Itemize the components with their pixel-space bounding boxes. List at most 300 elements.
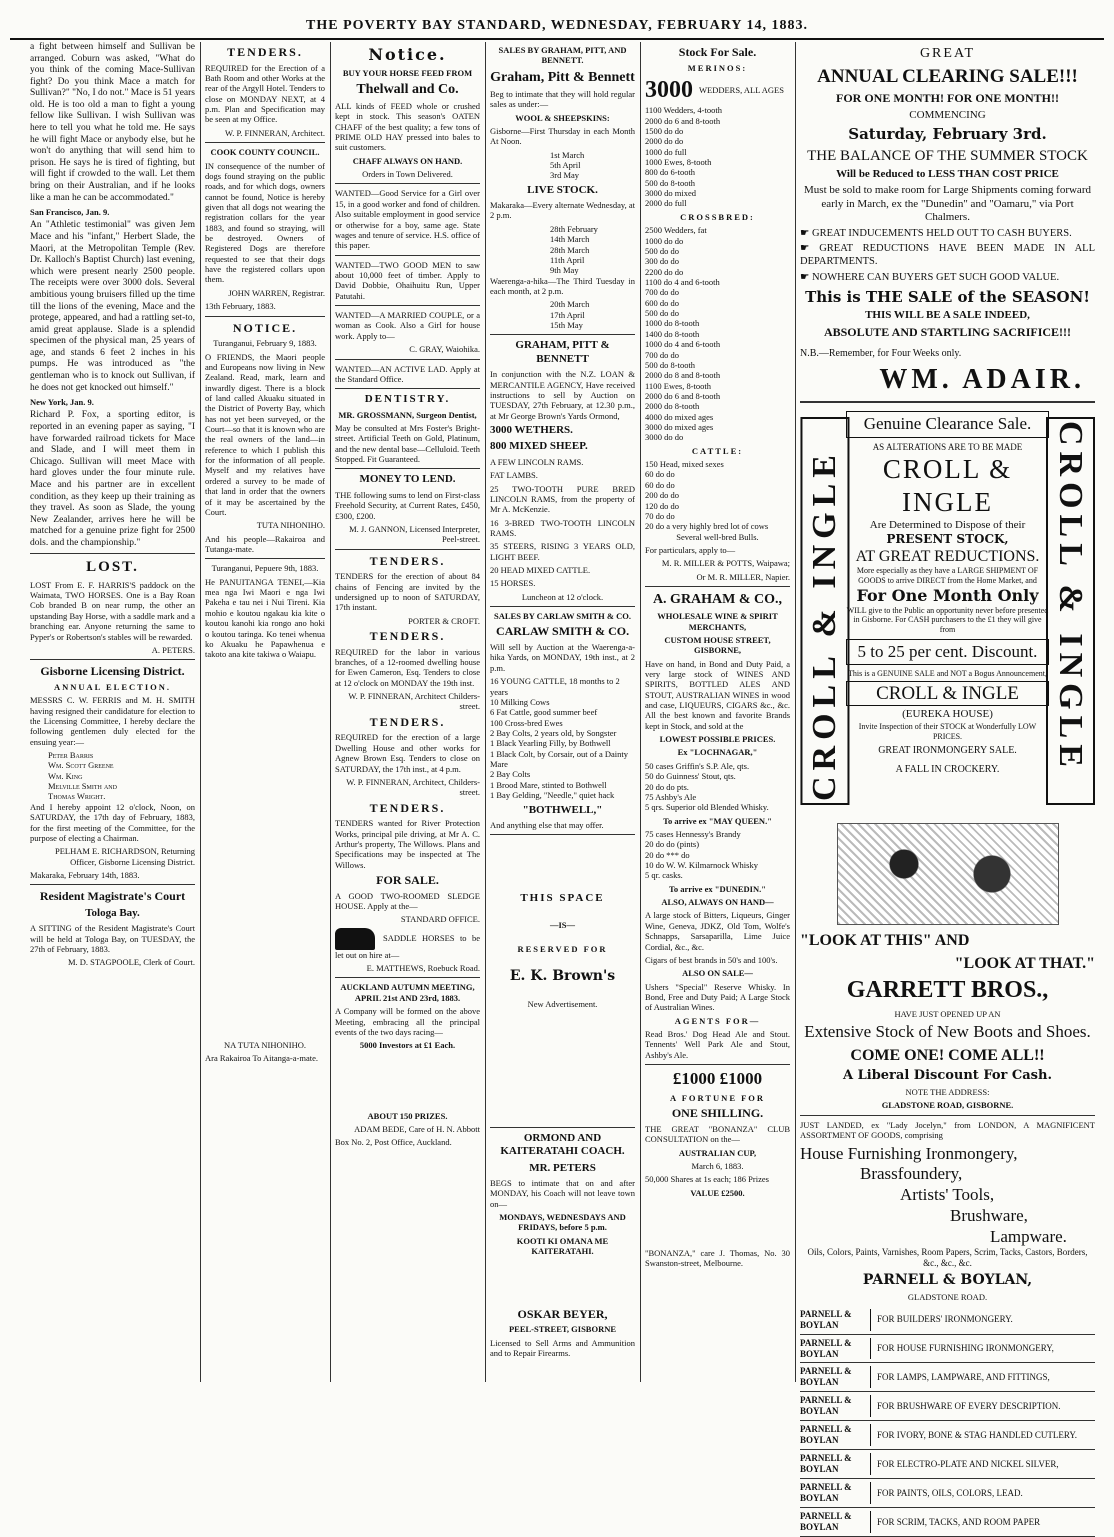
notice-sub: BUY YOUR HORSE FEED FROM [342, 67, 473, 78]
council-signature: JOHN WARREN, Registrar. [228, 287, 325, 298]
ex-heading: Ex "LOCHNAGAR," [677, 747, 758, 758]
croll-ingle-name: CROLL & INGLE [882, 454, 1013, 517]
stock-row: 120 do do [645, 500, 679, 511]
separator [30, 659, 195, 660]
croll-ingle-name-2: CROLL & INGLE [846, 681, 1049, 706]
ex-item: 10 do W. W. Kilmarnock Whisky [645, 860, 758, 871]
space-line-1: THIS SPACE [520, 892, 605, 905]
pb-label: PARNELL & BOYLAN [800, 1424, 871, 1446]
determined-line: Are Determined to Dispose of their [869, 518, 1026, 531]
column-divider [200, 42, 201, 1382]
stock-heading: Stock For Sale. [678, 45, 757, 59]
dentist-text: May be consulted at Mrs Foster's Bright-street. Artificial Teeth on Gold, Platinum, and the new dental base—Celluloid. Teeth Stopped. Fit Guaranteed. [335, 422, 480, 465]
date-item: 28th February [550, 223, 598, 234]
gpb2-name: GRAHAM, PITT & BENNETT [515, 339, 610, 365]
pb-row [800, 1306, 1095, 1335]
stock-row: 1500 do do [645, 125, 684, 136]
masthead-rule [10, 38, 1104, 40]
will-be: THIS WILL BE A SALE INDEED, [865, 308, 1030, 321]
separator [490, 1127, 635, 1128]
fortune-line: A FORTUNE FOR [669, 1092, 766, 1103]
oskar-address: PEEL-STREET, GISBORNE [508, 1324, 617, 1335]
stock-row: 4000 do mixed ages [645, 411, 714, 422]
column-divider [485, 42, 486, 1382]
ex-item: 20 do do pts. [645, 781, 689, 792]
licensing-subheading: ANNUAL ELECTION. [53, 681, 172, 692]
lot-item: 15 HORSES. [490, 578, 536, 589]
commencing: COMMENCING [909, 108, 986, 121]
pb-label: PARNELL & BOYLAN [800, 1366, 871, 1388]
date-item: 11th April [550, 254, 585, 265]
pb-item: FOR HOUSE FURNISHING IRONMONGERY, [877, 1343, 1054, 1354]
gladstone-road: GLADSTONE ROAD. [907, 1292, 988, 1303]
date-item: 28th March [550, 244, 590, 255]
agc-heading: A. GRAHAM & CO., [652, 592, 783, 608]
notice-signature-2: And his people—Rakairoa and Tutanga-mate. [205, 533, 325, 554]
lot-item: 20 HEAD MIXED CATTLE. [490, 565, 591, 576]
stock-row: 2500 Wedders, fat [645, 225, 707, 236]
for-one-month: For One Month Only [856, 585, 1039, 605]
miller-line-2: Or M. R. MILLER, Napier. [696, 571, 790, 582]
space-line-3: RESERVED FOR [517, 944, 608, 955]
pb-label: PARNELL & BOYLAN [800, 1482, 871, 1504]
ex-item: 5 qrs. Superior old Blended Whisky. [645, 802, 769, 813]
horse-icon [335, 928, 375, 950]
stock-row: 700 do do [645, 349, 679, 360]
dentistry-heading: DENTISTRY. [364, 393, 451, 406]
date-item: 17th April [550, 309, 585, 320]
reduced-line: Will be Reduced to LESS THAN COST PRICE [836, 167, 1059, 180]
column-3 [335, 42, 480, 1382]
croll-ingle-body [846, 407, 1049, 775]
artists-tools: Artists' Tools, [900, 1185, 995, 1205]
saddle-signature: E. MATTHEWS, Roebuck Road. [366, 963, 480, 974]
pb-label: PARNELL & BOYLAN [800, 1453, 871, 1475]
masthead: THE POVERTY BAY STANDARD, WEDNESDAY, FEBRUARY 14, 1883. [306, 18, 808, 33]
live-text: Makaraka—Every alternate Wednesday, at 2 p.m. [490, 200, 635, 221]
coach-heading: ORMOND AND KAITERATAHI COACH. [500, 1131, 625, 1158]
crossbred-rows [645, 225, 790, 443]
kooti-line: KOOTI KI OMANA ME KAITERATAHI. [516, 1235, 609, 1257]
licensing-name: Thomas Wright. [48, 791, 106, 802]
luncheon: Luncheon at 12 o'clock. [521, 591, 604, 602]
licensing-text: MESSRS C. W. FERRIS and M. H. SMITH having resigned their candidature for election to the Licensing Committee, I hereby declare the following gentlemen duly elected for the ensuing year:— [30, 695, 195, 747]
wanted-signature: C. GRAY, Waiohika. [409, 344, 480, 355]
forsale-signature: STANDARD OFFICE. [400, 914, 480, 925]
box-line: Box No. 2, Post Office, Auckland. [335, 1137, 452, 1148]
notice-heading: Notice. [368, 45, 447, 64]
money-signature: M. J. GANNON, Licensed Interpreter, Peel-street. [349, 523, 480, 545]
licensing-date: Makaraka, February 14th, 1883. [30, 869, 140, 880]
pb-list [800, 1306, 1095, 1537]
licensing-name: Wm. Scott Greene [48, 760, 114, 771]
council-text: IN consequence of the number of dogs found straying on the public roads, and for which dogs, owners cannot be found, Notice is hereby given that all dogs not wearing the registration collars for the year 1883, and found so straying, will be destroyed. Owners of Registered Dogs are therefore requested to see that their dogs have the registered collars upon them. [205, 160, 325, 285]
ex-item: 20 do do (pints) [645, 839, 700, 850]
licensing-name: Peter Barris [48, 750, 94, 761]
tenders-heading: TENDERS. [369, 800, 446, 815]
wool-text: Gisborne—First Thursday in each Month At Noon. [490, 125, 635, 147]
croll-ingle-ad [800, 407, 1095, 817]
carlaw-items [490, 676, 635, 800]
apply-line: For particulars, apply to— [645, 544, 736, 555]
ex-heading: To arrive ex "DUNEDIN." [669, 883, 766, 894]
absolute: ABSOLUTE AND STARTLING SACRIFICE!!! [823, 325, 1072, 340]
shares-line: 50,000 Shares at 1s each; 186 Prizes [645, 1174, 769, 1185]
stock-row: 3000 do do [645, 432, 684, 443]
ex-items [645, 761, 790, 813]
date-item: 1st March [550, 149, 585, 160]
crossbred-heading: CROSSBRED: [680, 211, 755, 222]
thelwall-name: Thelwall and Co. [356, 81, 459, 97]
stock-row: 700 do do [645, 287, 679, 298]
this-is-sale: This is THE SALE of the SEASON! [805, 287, 1090, 306]
coach-text: BEGS to intimate that on and after MONDAY, his Coach will not leave town on— [490, 1178, 635, 1209]
space-line-2: —IS— [549, 919, 576, 930]
article-paragraph: a fight between himself and Sullivan be arranged. Coburn was asked, "What do you think of the coming Mace-Sullivan fight? Do you think Mace a match for Sullivan?" "No, I do not." Mace is 51 years old. He is too old a man to fight a young fellow like Sullivan. I wish Sullivan was here to tell you what he told me. He says he will fight Mace or anybody else, but he won't do anything that will send him to prison. He says he is tired of fighting, but will fight if crowded to the wall. Let them bring on their Australian, and if he looks like a man he can be accommodated." [30, 42, 195, 203]
waerenga-text: Waerenga-a-hika—The Third Tuesday in each month, at 2 p.m. [490, 275, 635, 296]
carlaw-item: 2 Bay Colts [490, 769, 531, 780]
oskar-name: OSKAR BEYER, [517, 1306, 608, 1321]
stock-row: 2000 do full [645, 198, 687, 209]
tenders-signature: W. P. FINNERAN, Architect Childers-street. [348, 691, 480, 712]
stock-row: 500 do 8-tooth [645, 177, 696, 188]
lottery-amount: £1000 £1000 [672, 1069, 763, 1089]
saddle-ad [335, 928, 480, 960]
tenders-heading: TENDERS. [369, 629, 446, 644]
will-give: WILL give to the Public an opportunity never before presented in Gisborne. For CASH purchasers to the £1 they will give from [846, 605, 1049, 634]
investors-line: 5000 Investors at £1 Each. [359, 1040, 456, 1051]
wool-dates [490, 150, 635, 181]
tenders-signature: W. P. FINNERAN, Architect. [224, 127, 325, 138]
stock-row: 500 do 8-tooth [645, 359, 696, 370]
tenders-heading: TENDERS. [227, 45, 303, 59]
croll-ingle-side-right: CROLL & INGLE [1046, 417, 1095, 805]
crockery-line: A FALL IN CROCKERY. [895, 763, 1000, 775]
brushware: Brushware, [950, 1205, 1028, 1225]
separator [205, 316, 325, 317]
separator [205, 558, 325, 559]
eureka-line: (EUREKA HOUSE) [902, 708, 993, 721]
ex-item: 50 cases Griffin's S.P. Ale, qts. [645, 760, 750, 771]
also-sale-heading: ALSO ON SALE— [682, 968, 753, 979]
lost-heading: LOST. [86, 559, 139, 576]
separator [30, 553, 195, 554]
carlaw-name: CARLAW SMITH & CO. [495, 624, 630, 639]
stock-row: 1000 do do [645, 235, 684, 246]
miller-line: M. R. MILLER & POTTS, Waipawa; [661, 558, 790, 569]
carlaw-item: 2 Bay Colts, 2 years old, by Songster [490, 727, 617, 738]
pointing-hand-icon: ☛ [800, 271, 813, 283]
stock-row: 600 do do [645, 297, 679, 308]
carlaw-item: 1 Black Yearling Filly, by Bothwell [490, 738, 611, 749]
maori-text: He PANUITANGA TENEI,—Kia mea nga Iwi Maori e nga Iwi Pakeha e tau nei i Nui Tireni. Kia mohio e koutou ngakau kia kite o koutou kanohi kia rongo ano hoki o koutou taringa. Ko tenei whenua ko Akuaku he Papawhenua e takoto ana kite takiwa o Waiapu. [205, 576, 325, 660]
pb-item: FOR LAMPS, LAMPWARE, AND FITTINGS, [877, 1371, 1050, 1382]
date-item: 3rd May [550, 170, 580, 181]
stock-row: 2000 do 8-tooth [645, 401, 700, 412]
chaff-line: CHAFF ALWAYS ON HAND. [352, 155, 463, 166]
notice-place: Turanganui, February 9, 1883. [213, 338, 317, 349]
notice-heading: NOTICE. [232, 320, 298, 335]
pb-row [800, 1363, 1095, 1392]
notice-text: O FRIENDS, the Maori people and Europeans now living in New Zealand. Read, mark, learn and inwardly digest. There is a block of land called Akuaku situated in the District of Poverty Bay, which has not yet been surveyed, or the Court—so that it is known who are the real owners of the land—in reference to which I publish this for the information of all people. Myself and my relatives have ordered a survey to be made of that land in order that the owners of it may be ascertained by the Court. [205, 351, 325, 517]
licensing-heading: Gisborne Licensing District. [40, 664, 185, 679]
bothwell-text: And anything else that may offer. [490, 819, 604, 830]
lot-item: 25 TWO-TOOTH PURE BRED LINCOLN RAMS, from the property of Mr A. McKenzie. [490, 483, 635, 515]
licensing-signature: PELHAM E. RICHARDSON, Returning Officer, Gisborne Licensing District. [54, 846, 195, 867]
carlaw-text: Will sell by Auction at the Waerenga-a-hika Yards, on MONDAY, 19th inst., at 2 p.m. [490, 642, 635, 673]
pb-label: PARNELL & BOYLAN [800, 1338, 871, 1360]
pb-row [800, 1508, 1095, 1537]
separator [335, 977, 480, 978]
lot-item: 35 STEERS, RISING 3 YEARS OLD, LIGHT BEEF. [490, 541, 635, 562]
live-dates [490, 224, 635, 276]
pb-row [800, 1392, 1095, 1421]
spacer [490, 1013, 635, 1123]
annual-sale: ANNUAL CLEARING SALE!!! [817, 66, 1078, 88]
value-line: VALUE £2500. [690, 1187, 745, 1198]
stock-row: 1100 Wedders, 4-tooth [645, 105, 722, 116]
stock-row: 20 do a very highly bred lot of cows [645, 521, 769, 532]
nb-line: N.B.—Remember, for Four Weeks only. [800, 348, 962, 360]
thelwall-text: ALL kinds of FEED whole or crushed kept in stock. This season's OATEN CHAFF of the best quality; a few tons of PRIME OLD HAY pressed into bales to suit customers. [335, 100, 480, 153]
lost-signature: A. PETERS. [151, 644, 195, 655]
carlaw-item: 1 Brood Mare, stinted to Bothwell [490, 779, 607, 790]
stock-row: 150 Head, mixed sexes [645, 459, 724, 470]
carlaw-item: 1 Black Colt, by Corsair, out of a Dainty Mare [490, 748, 629, 770]
gladstone-address: GLADSTONE ROAD, GISBORNE. [881, 1100, 1014, 1111]
come-one: COME ONE! COME ALL!! [850, 1046, 1045, 1064]
bonanza-text: THE GREAT "BONANZA" CLUB CONSULTATION on the— [645, 1123, 790, 1145]
column-divider [330, 42, 331, 1382]
wanted-ad: WANTED—A MARRIED COUPLE, or a woman as Cook. Also a Girl for house work. Apply to— [335, 310, 480, 341]
council-date: 13th February, 1883. [205, 301, 276, 312]
ex-heading: To arrive ex "MAY QUEEN." [663, 815, 772, 826]
stock-row: 60 do do [645, 479, 675, 490]
just-landed: JUST LANDED, ex "Lady Jocelyn," from LONDON, A MAGNIFICENT ASSORTMENT OF GOODS, comprising [800, 1119, 1095, 1141]
pb-label: PARNELL & BOYLAN [800, 1309, 871, 1331]
separator [335, 305, 480, 306]
pointing-hand-icon: ☛ [800, 243, 820, 255]
pb-item: FOR SCRIM, TACKS, AND ROOM PAPER [877, 1516, 1041, 1527]
gpb-name: Graham, Pitt & Bennett [490, 69, 635, 85]
bothwell: "BOTHWELL," [522, 803, 603, 816]
iron-sale: GREAT IRONMONGERY SALE. [878, 745, 1017, 757]
adam-signature: ADAM BEDE, Care of H. N. Abbott [354, 1123, 480, 1134]
article-paragraph: Richard P. Fox, a sporting editor, is reported in an evening paper as saying, "I have forwarded railroad tickets for Mace and Slade, and I will meet them in Chicago. Sullivan will meet Mace with hard gloves under the four minute rule. Mace and his partner are in excellent condition, as they keep up their training as they travel. As soon as Slade, the young New Zealander, arrives here he will be matched for a genuine prize fight for 2500 dols. and the championship." [30, 410, 195, 548]
separator [800, 401, 1095, 403]
percent-discount: 5 to 25 per cent. Discount. [846, 639, 1049, 666]
tenders-text: TENDERS wanted for River Protection Works, principal pile driving, at Mr A. C. Arthur's property, The Willows. Plans and Specifications may be inspected at The Willows. [335, 818, 480, 870]
agents-text: Read Bros.' Dog Head Ale and Stout. Tennents' Well Park Ale and Stout, Ashby's Ale. [645, 1029, 790, 1060]
column-5 [645, 42, 790, 1382]
just-opened: HAVE JUST OPENED UP AN [894, 1008, 1001, 1019]
agents-heading: AGENTS FOR— [674, 1015, 761, 1026]
stock-row: 3000 do mixed [645, 188, 696, 199]
dateline: San Francisco, Jan. 9. [30, 207, 110, 218]
stock-row: 2000 do 8 and 8-tooth [645, 370, 721, 381]
date-item: 15th May [550, 320, 583, 331]
separator [490, 334, 635, 335]
cartoon-illustration [837, 823, 1059, 925]
stock-row: 1100 do 4 and 6-tooth [645, 277, 720, 287]
maori-place: Turanganui, Pepuere 9th, 1883. [211, 563, 319, 574]
merinos-heading: MERINOS: [687, 62, 748, 73]
wanted-ad: WANTED—TWO GOOD MEN to saw about 10,000 feet of timber. Apply to David Dobbie, Ohaihuitu Run, Upper Patutahi. [335, 259, 480, 301]
merino-big-row [645, 76, 790, 105]
column-4 [490, 42, 635, 1382]
ex-items [645, 829, 790, 881]
genuine-heading: Genuine Clearance Sale. [846, 411, 1049, 438]
coach-days: MONDAYS, WEDNESDAYS AND FRIDAYS, before 5 p.m. [499, 1212, 626, 1233]
stock-row: 2200 do do [645, 266, 684, 277]
lot-item: 3000 WETHERS. [490, 424, 573, 436]
separator [335, 468, 480, 469]
wanted-ad: WANTED—AN ACTIVE LAD. Apply at the Standard Office. [335, 363, 480, 384]
separator [335, 388, 480, 389]
stock-row: 200 do do [645, 490, 679, 501]
merino-rows [645, 105, 790, 209]
date-item: 14th March [550, 234, 590, 245]
date-item: 20th March [550, 299, 590, 310]
agc-text: Have on hand, in Bond and Duty Paid, a very large stock of WINES AND SPIRITS, BOTTLED ALES AND STOUT, AUSTRALIAN WINES in wood and case, LIQUEURS, CIGARS &c., &c. All the best known and favorite Brands kept in Stock, and sold at the [645, 658, 790, 731]
stock-row: 1400 do 8-tooth [645, 328, 700, 339]
stock-row: 1000 Ewes, 8-tooth [645, 157, 712, 168]
ex-item: 75 Ashby's Ale [645, 791, 697, 802]
separator [335, 255, 480, 256]
separator [490, 834, 635, 835]
carlaw-item: 1 Bay Gelding, "Needle," quiet hack [490, 790, 615, 801]
tenders-text: REQUIRED for the labor in various branches, of a 12-roomed dwelling house for Ewen Cameron, Esq. Tenders to close at 12 o'clock on MONDAY the 19th inst. [335, 646, 480, 688]
look-at-that: "LOOK AT THAT." [954, 954, 1095, 972]
column-divider [795, 42, 796, 1382]
stock-row: 1000 do 8-tooth [645, 318, 700, 329]
licensing-name: Wm. King [48, 770, 83, 781]
separator [335, 183, 480, 184]
stock-row: 1000 do 4 and 6-tooth [645, 339, 721, 350]
merino-label: WEDDERS, ALL AGES [699, 85, 784, 96]
more-especially: More especially as they have a LARGE SHIPMENT OF GOODS to arrive DIRECT from the Home Market, and [856, 566, 1039, 586]
money-text: THE following sums to lend on First-class Freehold Security, at Current Rates, £450, £300, £200. [335, 489, 480, 521]
merino-big-number: 3000 [645, 76, 693, 103]
also-sale-text: Ushers "Special" Reserve Whisky. In Bond, Free and Duty Paid; A Large Stock of Australian Wines. [645, 981, 790, 1013]
carlaw-heading: SALES BY CARLAW SMITH & CO. [494, 611, 631, 622]
inducement-line [800, 228, 1095, 241]
space-line-5: New Advertisement. [527, 999, 598, 1010]
cigars-line: Cigars of best brands in 50's and 100's. [645, 954, 778, 965]
stock-row: 1100 Ewes, 8-tooth [645, 380, 712, 391]
balance-line: THE BALANCE OF THE SUMMER STOCK [807, 147, 1088, 164]
always-text: A large stock of Bitters, Liqueurs, Ginger Wine, Geneva, JDKZ, Old Tom, Wolfe's Schnapps, Sarsaparilla, Lime Juice Cordial, &c., &c. [645, 910, 790, 952]
genuine-note: This is a GENUINE SALE and NOT a Bogus Announcement, [848, 669, 1047, 679]
forsale-text: A GOOD TWO-ROOMED SLEDGE HOUSE. Apply at the— [335, 890, 480, 912]
house-furnishing: House Furnishing Ironmongery, [800, 1143, 1018, 1163]
tenders-heading: TENDERS. [369, 553, 446, 568]
tenders-signature: PORTER & CROFT. [408, 615, 480, 626]
date-item: 9th May [550, 265, 579, 276]
bonanza-signature: "BONANZA," care J. Thomas, No. 30 Swanston-street, Melbourne. [645, 1248, 790, 1269]
carlaw-item: 6 Fat Cattle, good summer beef [490, 707, 598, 718]
carlaw-item: 16 YOUNG CATTLE, 18 months to 2 years [490, 676, 620, 697]
pb-row [800, 1335, 1095, 1364]
agc-sub: WHOLESALE WINE & SPIRIT MERCHANTS, [657, 611, 778, 632]
bulls-line: Several well-bred Bulls. [676, 531, 759, 542]
wanted-ad: WANTED—Good Service for a Girl over 15, in a good worker and fond of children. Also suitable employment in good service or otherwise for a boy, same age. State wages and tenure of service. H.S. office of this paper. [335, 188, 480, 251]
great-heading: GREAT [919, 46, 976, 61]
separator [335, 359, 480, 360]
court-heading: Resident Magistrate's Court [39, 889, 186, 904]
brassfoundery: Brassfoundery, [860, 1164, 963, 1184]
column-1 [30, 42, 195, 1382]
tenders-text: REQUIRED for the erection of a large Dwelling House and other works for Agnew Brown Esq. Tenders to close on SATURDAY, the 17th inst., at 4 p.m. [335, 732, 480, 774]
notice-signature: TUTA NIHONIHO. [256, 520, 325, 531]
sales-heading: SALES BY GRAHAM, PITT, AND BENNETT. [498, 45, 627, 66]
ex-item: 50 do Guinness' Stout, qts. [645, 771, 736, 782]
stock-row: 2000 do do [645, 136, 684, 147]
ex-item: 5 qr. casks. [645, 870, 683, 881]
space-line-4: E. K. Brown's [509, 968, 616, 985]
court-signature: M. D. STAGPOOLE, Clerk of Court. [67, 957, 195, 968]
inducement-text: GREAT INDUCEMENTS HELD OUT TO CASH BUYERS. [812, 227, 1072, 239]
gpb-text: Beg to intimate that they will hold regular sales as under:— [490, 88, 635, 110]
orders-line: Orders in Town Delivered. [362, 169, 453, 180]
inducement-line [800, 272, 1095, 285]
parnell-boylan-name: PARNELL & BOYLAN, [862, 1272, 1033, 1289]
liberal-discount: A Liberal Discount For Cash. [843, 1068, 1052, 1084]
pb-item: FOR PAINTS, OILS, COLORS, LEAD. [877, 1487, 1023, 1498]
stock-row: 300 do do [645, 256, 679, 267]
prizes-line: ABOUT 150 PRIZES. [367, 1110, 448, 1121]
separator [490, 606, 635, 607]
great-reductions: AT GREAT REDUCTIONS. [855, 547, 1040, 565]
stock-row: 800 do 6-tooth [645, 167, 696, 178]
maori-signature: NA TUTA NIHONIHO. [223, 1039, 307, 1050]
oils-line: Oils, Colors, Paints, Varnishes, Room Papers, Scrim, Tacks, Castors, Borders, &c., &c., &c. [807, 1247, 1088, 1269]
auckland-heading: AUCKLAND AUTUMN MEETING, APRIL 21st AND 23rd, 1883. [340, 982, 475, 1003]
separator [800, 1115, 1095, 1116]
pb-row [800, 1421, 1095, 1450]
lots-list [490, 424, 635, 589]
cup-date: March 6, 1883. [691, 1160, 744, 1171]
column-divider [640, 42, 641, 1382]
pb-row [800, 1450, 1095, 1479]
court-text: A SITTING of the Resident Magistrate's Court will be held at Tologa Bay, on TUESDAY, the 27th of February, 1883. [30, 923, 195, 955]
separator [205, 142, 325, 143]
extensive-stock: Extensive Stock of New Boots and Shoes. [804, 1022, 1091, 1042]
croll-ingle-side-left: CROLL & INGLE [800, 417, 849, 805]
tenders-signature: W. P. FINNERAN, Architect, Childers-street. [346, 776, 480, 798]
alterations-line: AS ALTERATIONS ARE TO BE MADE [872, 442, 1023, 453]
lot-item: A FEW LINCOLN RAMS. [490, 456, 584, 467]
tenders-heading: TENDERS. [369, 714, 446, 729]
cup-line: AUSTRALIAN CUP, [678, 1147, 757, 1158]
stock-row: 500 do do [645, 308, 679, 319]
article-paragraph: An "Athletic testimonial" was given Jem Mace and his "infant," Herbert Slade, the Maori, at the Metropolitan Temple (Rev. Dr. Kalloch's Baptist Church) last evening, which were present nearly 2500 people. The receipts were over 3000 dols. Several ambitious young bruisers filled up the time till the lions of the evening, Mace and the protege, appeared, and had a rattling set-to, amid great applause. Slade is a splendid specimen of the physical man, 25 years of age, and stands 6 feet 2 inches in his pumps. He was introduced as "the gentleman who is to knock out Sullivan, if he does not get knocked out himself." [30, 220, 195, 393]
ex-item: 75 cases Hennessy's Brandy [645, 828, 741, 839]
stock-row: 2000 do 6 and 8-tooth [645, 115, 721, 126]
one-month: FOR ONE MONTH! FOR ONE MONTH!! [836, 91, 1059, 106]
look-at-this: "LOOK AT THIS" AND [800, 932, 970, 950]
stock-row: 1000 do full [645, 146, 687, 157]
waerenga-dates [490, 299, 635, 330]
must-text: Must be sold to make room for Large Shipments coming forward early in March, ex the "Dunedin" and "Oamaru," via Port Chalmers. [804, 184, 1091, 224]
separator [335, 549, 480, 550]
ex-item: 20 do *** do [645, 849, 690, 860]
date-item: 5th April [550, 159, 581, 170]
carlaw-item: 100 Cross-bred Ewes [490, 717, 563, 728]
shilling-line: ONE SHILLING. [671, 1106, 764, 1121]
pb-item: FOR IVORY, BONE & STAG HANDLED CUTLERY. [877, 1429, 1077, 1440]
carlaw-item: 10 Milking Cows [490, 696, 550, 707]
